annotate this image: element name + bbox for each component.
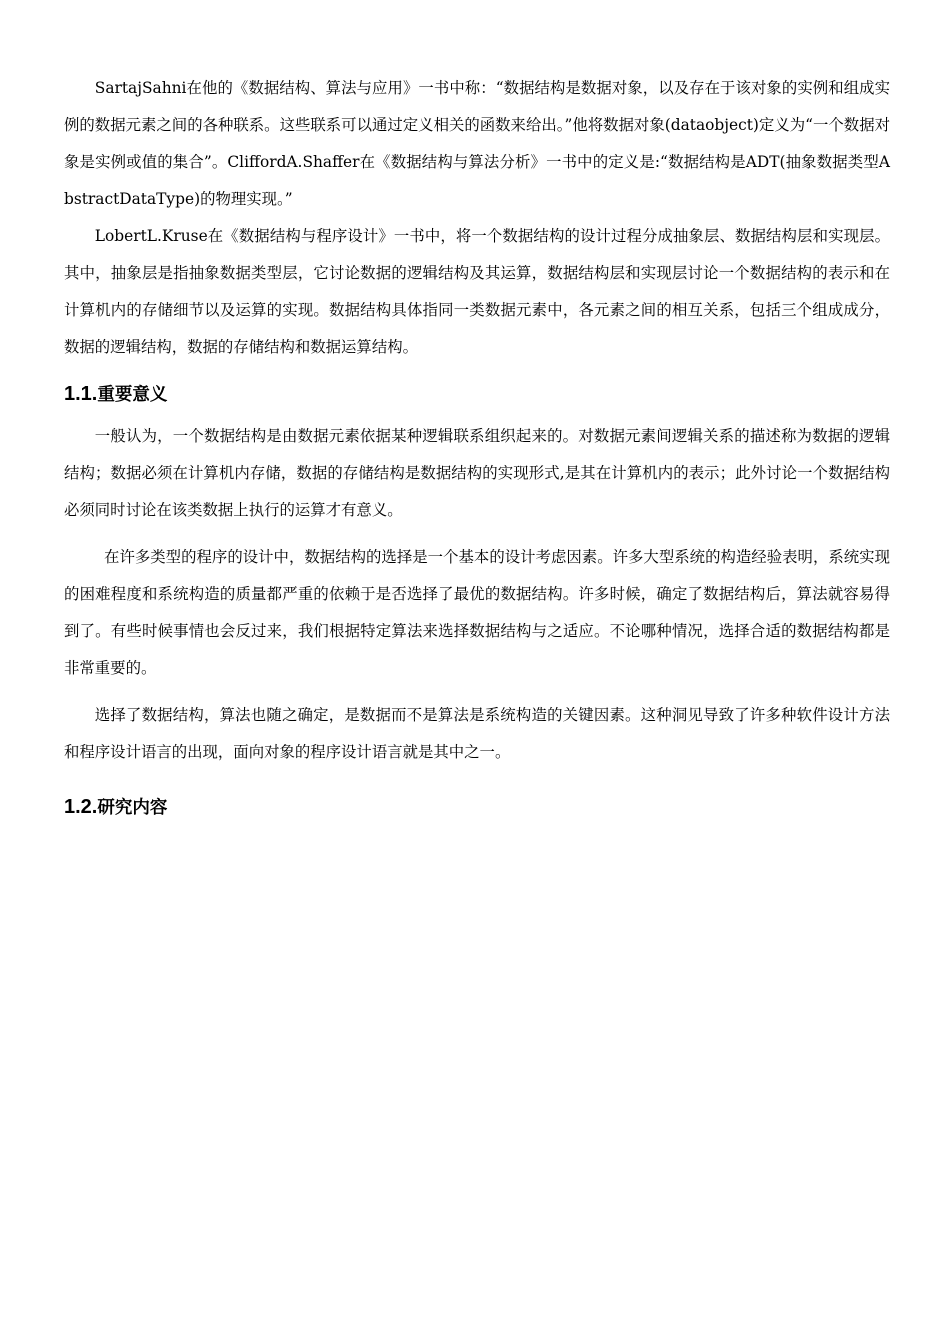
section-heading-importance [64, 372, 890, 416]
section-heading-research-content [64, 785, 890, 829]
section-title: 研究内容 [97, 798, 168, 818]
section-number: 1.1. [64, 383, 98, 405]
paragraph-logical-structure: 一般认为，一个数据结构是由数据元素依据某种逻辑联系组织起来的。对数据元素间逻辑关系的描述称为数据的逻辑结构；数据必须在计算机内存储，数据的存储结构是数据结构的实现形式,是其在计算机内的表示；此外讨论一个数据结构必须同时讨论在该类数据上执行的运算才有意义。 [64, 427, 890, 519]
paragraph-design-choice: 在许多类型的程序的设计中，数据结构的选择是一个基本的设计考虑因素。许多大型系统的构造经验表明，系统实现的困难程度和系统构造的质量都严重的依赖于是否选择了最优的数据结构。许多时候，确定了数据结构后，算法就容易得到了。有些时候事情也会反过来，我们根据特定算法来选择数据结构与之适应。不论哪种情况，选择合适的数据结构都是非常重要的。 [64, 548, 890, 677]
document-body [64, 70, 890, 829]
section-number: 1.2. [64, 796, 98, 818]
paragraph-key-factor: 选择了数据结构，算法也随之确定，是数据而不是算法是系统构造的关键因素。这种洞见导致了许多种软件设计方法和程序设计语言的出现，面向对象的程序设计语言就是其中之一。 [64, 706, 890, 761]
section-title: 重要意义 [97, 385, 168, 405]
paragraph-definitions-sahni-shaffer: SartajSahni在他的《数据结构、算法与应用》一书中称：“数据结构是数据对象，以及存在于该对象的实例和组成实例的数据元素之间的各种联系。这些联系可以通过定义相关的函数来给出。”他将数据对象(dataobject)定义为“一个数据对象是实例或值的集合”。CliffordA.Shaffer在《数据结构与算法分析》一书中的定义是:“数据结构是ADT(抽象数据类型AbstractDataType)的物理实现。” [64, 79, 890, 208]
paragraph-definition-kruse: LobertL.Kruse在《数据结构与程序设计》一书中，将一个数据结构的设计过程分成抽象层、数据结构层和实现层。其中，抽象层是指抽象数据类型层，它讨论数据的逻辑结构及其运算，数据结构层和实现层讨论一个数据结构的表示和在计算机内的存储细节以及运算的实现。数据结构具体指同一类数据元素中，各元素之间的相互关系，包括三个组成成分，数据的逻辑结构，数据的存储结构和数据运算结构。 [64, 227, 890, 356]
